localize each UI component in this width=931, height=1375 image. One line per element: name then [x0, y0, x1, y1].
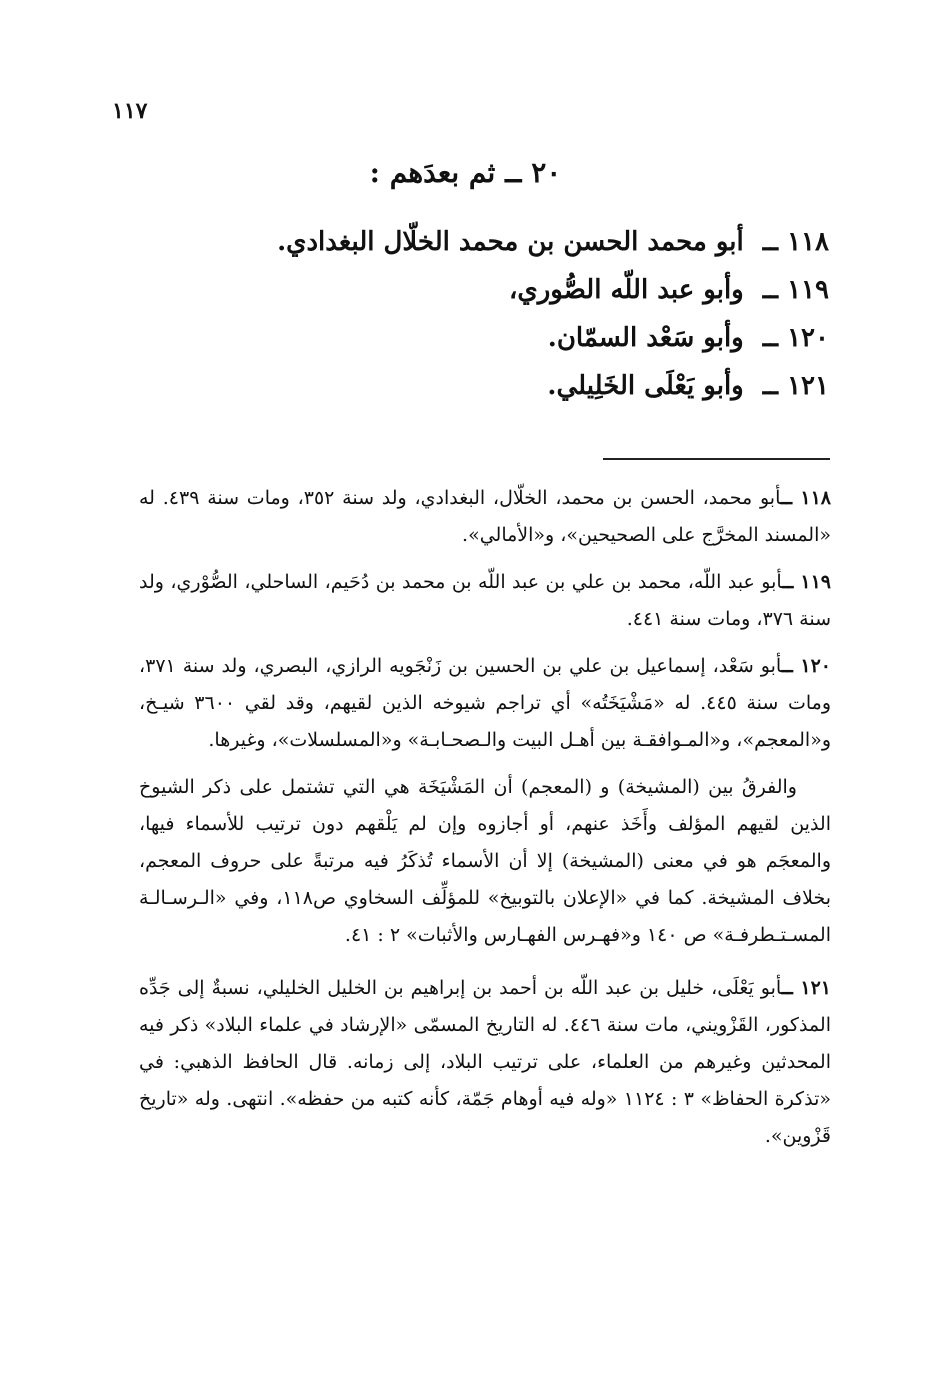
- footnote-121: [139, 970, 831, 1155]
- list-item: [129, 218, 829, 266]
- footnotes-section: [139, 480, 831, 1165]
- entry-number: ١١٨ ــ: [762, 227, 829, 257]
- entry-text: أبو محمد الحسن بن محمد الخلّال البغدادي.: [277, 227, 744, 257]
- footnote-divider: [603, 458, 830, 460]
- footnote-text: أبو عبد اللّه، محمد بن علي بن عبد اللّه بن محمد بن دُحَيم، الساحلي، الصُّوْري، ولد سنة ٣٧٦، ومات سنة ٤٤١.: [139, 571, 831, 630]
- chapter-heading: ٢٠ ــ ثم بعدَهم :: [369, 156, 562, 189]
- footnote-number: ١١٨ ــ: [780, 487, 831, 509]
- footnote-118: [139, 480, 831, 554]
- entry-number: ١١٩ ــ: [762, 275, 829, 305]
- footnote-120: [139, 648, 831, 759]
- footnote-119: [139, 564, 831, 638]
- footnote-text: أبو سَعْد، إسماعيل بن علي بن الحسين بن زَنْجَويه الرازي، البصري، ولد سنة ٣٧١، ومات سنة ٤٤٥. له «مَشْيَخَتُه» أي تراجم شيوخه الذين لقيهم، وقد لقي ٣٦٠٠ شيـخ، و«المعجم»، و«المـوافقـة بين أهـل البيت والـصحـابـة» و«المسلسلات»، وغيرها.: [139, 655, 832, 751]
- footnote-number: ١١٩ ــ: [782, 571, 832, 593]
- entry-number: ١٢١ ــ: [762, 371, 829, 401]
- entry-text: وأبو سَعْد السمّان.: [547, 323, 744, 353]
- entry-text: وأبو يَعْلَى الخَلِيلي.: [547, 371, 744, 401]
- list-item: [129, 314, 829, 362]
- entry-text: وأبو عبد اللّه الصُّوري،: [509, 275, 744, 305]
- entry-number: ١٢٠ ــ: [762, 323, 829, 353]
- list-item: [129, 266, 829, 314]
- page-number: ١١٧: [112, 98, 148, 124]
- footnote-number: ١٢١ ــ: [781, 977, 831, 999]
- footnote-text: أبو يَعْلَى، خليل بن عبد اللّه بن أحمد بن إبراهيم بن الخليل الخليلي، نسبةٌ إلى جَدِّه المذكور، القَزْويني، مات سنة ٤٤٦. له التاريخ المسمّى «الإرشاد في علماء البلاد» ذكر فيه المحدثين وغيرهم من العلماء، على ترتيب البلاد، إلى زمانه. قال الحافظ الذهبي: في «تذكرة الحفاظ» ٣ : ١١٢٤ «وله فيه أوهام جَمّة، كأنه كتبه من حفظه». انتهى. وله «تاريخ قَزْوين».: [139, 977, 831, 1147]
- footnote-number: ١٢٠ ــ: [781, 655, 832, 677]
- footnote-text: أبو محمد، الحسن بن محمد، الخلّال، البغدادي، ولد سنة ٣٥٢، ومات سنة ٤٣٩. له «المسند المخرَّج على الصحيحين»، و«الأمالي».: [139, 487, 831, 546]
- main-entry-list: [129, 218, 829, 410]
- footnote-120-paragraph: والفرقُ بين (المشيخة) و (المعجم) أن المَشْيَخَة هي التي تشتمل على ذكر الشيوخ الذين لقيهم المؤلف وأَخَذ عنهم، أو أجازوه وإن لم يَلْقهم دون ترتيب للأسماء فيها، والمعجَم هو في معنى (المشيخة) إلا أن الأسماء تُذكَرُ فيه مرتبةً على حروف المعجم، بخلاف المشيخة. كما في «الإعلان بالتوبيخ» للمؤلِّف السخاوي ص١١٨، وفي «الـرسـالـة المسـتـطرفـة» ص ١٤٠ و«فهـرس الفهـارس والأثبات» ٢ : ٤١.: [139, 776, 831, 946]
- list-item: [129, 362, 829, 410]
